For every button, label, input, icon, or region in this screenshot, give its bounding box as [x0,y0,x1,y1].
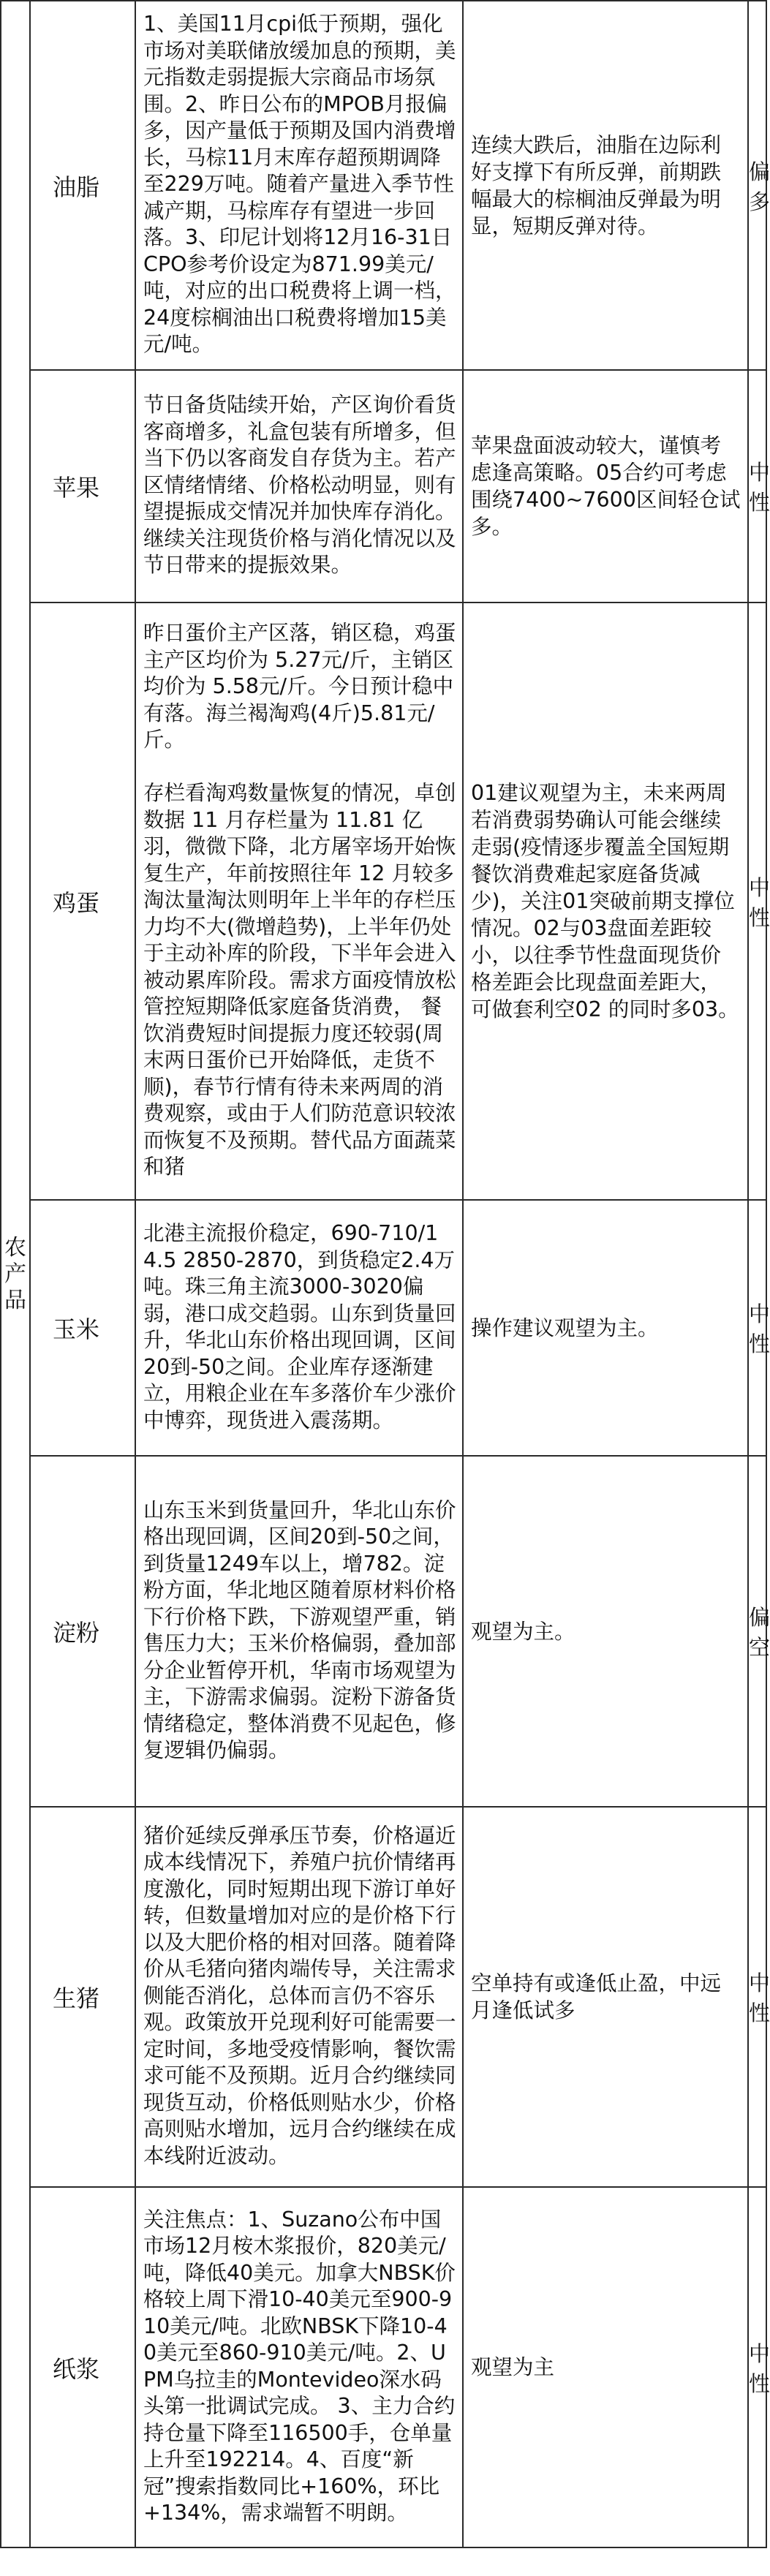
strategy-text: 01建议观望为主，未来两周若消费弱势确认可能会继续走弱(疫情逐步覆盖全国短期餐饮消费难起家庭备货减少)，关注01突破前期支撑位情况。02与03盘面差距较小，以往季节性盘面现货价格差距会比现盘面差距大，可做套利空02 的同时多03。 [463,603,748,1200]
commodity-name: 生猪 [30,1807,135,2187]
view-label: 偏多 [748,1,766,370]
analysis-text: 1、美国11月cpi低于预期，强化市场对美联储放缓加息的预期，美元指数走弱提振大宗商品市场氛围。2、昨日公布的MPOB月报偏多，因产量低于预期及国内消费增长，马棕11月末库存超预期调降至229万吨。随着产量进入季节性减产期，马棕库存有望进一步回落。3、印尼计划将12月16-31日CPO参考价设定为871.99美元/吨，对应的出口税费将上调一档，24度棕榈油出口税费将增加15美元/吨。 [135,1,463,370]
table-row [1,2187,766,2547]
view-label: 中性 [748,370,766,603]
analysis-text: 山东玉米到货量回升，华北山东价格出现回调，区间20到-50之间，到货量1249车以上，增782。淀粉方面，华北地区随着原材料价格下行价格下跌，下游观望严重，销售压力大；玉米价格偏弱，叠加部分企业暂停开机，华南市场观望为主，下游需求偏弱。淀粉下游备货情绪稳定，整体消费不见起色，修复逻辑仍偏弱。 [135,1456,463,1807]
commodity-name: 玉米 [30,1200,135,1456]
strategy-text: 空单持有或逢低止盈，中远月逢低试多 [463,1807,748,2187]
commodity-name: 苹果 [30,370,135,603]
category-label: 农产品 [4,1234,26,1313]
table-row [1,1807,766,2187]
table-row [1,603,766,1200]
strategy-text: 操作建议观望为主。 [463,1200,748,1456]
analysis-text: 关注焦点：1、Suzano公布中国市场12月桉木浆报价，820美元/吨，降低40美元。加拿大NBSK价格较上周下滑10-40美元至900-910美元/吨。北欧NBSK下降10-40美元至860-910美元/吨。2、UPM乌拉圭的Montevideo深水码头第一批调试完成。 3、主力合约持仓量下降至116500手，仓单量上升至192214。4、百度“新冠”搜索指数同比+160%，环比+134%，需求端暂不明朗。 [135,2187,463,2547]
strategy-text: 观望为主。 [463,1456,748,1807]
view-label: 中性 [748,1807,766,2187]
table-row [1,1,766,370]
table-row [1,370,766,603]
category-cell [1,1,30,2547]
commodity-name: 淀粉 [30,1456,135,1807]
strategy-text: 连续大跌后，油脂在边际利好支撑下有所反弹，前期跌幅最大的棕榈油反弹最为明显，短期反弹对待。 [463,1,748,370]
commodity-name: 纸浆 [30,2187,135,2547]
view-label: 中性 [748,2187,766,2547]
view-label: 偏空 [748,1456,766,1807]
view-label: 中性 [748,1200,766,1456]
strategy-text: 苹果盘面波动较大，谨慎考虑逢高策略。05合约可考虑围绕7400~7600区间轻仓试多。 [463,370,748,603]
analysis-text: 节日备货陆续开始，产区询价看货客商增多，礼盒包装有所增多，但当下仍以客商发自存货为主。若产区情绪情绪、价格松动明显，则有望提振成交情况并加快库存消化。继续关注现货价格与消化情况以及节日带来的提振效果。 [135,370,463,603]
commodity-name: 鸡蛋 [30,603,135,1200]
table-row [1,1200,766,1456]
view-label: 中性 [748,603,766,1200]
analysis-text: 北港主流报价稳定，690-710/14.5 2850-2870，到货稳定2.4万吨。珠三角主流3000-3020偏弱，港口成交趋弱。山东到货量回升，华北山东价格出现回调，区间20到-50之间。企业库存逐渐建立，用粮企业在车多落价车少涨价中博弈，现货进入震荡期。 [135,1200,463,1456]
analysis-text: 昨日蛋价主产区落，销区稳，鸡蛋主产区均价为 5.27元/斤，主销区均价为 5.58元/斤。今日预计稳中有落。海兰褐淘鸡(4斤)5.81元/斤。 存栏看淘鸡数量恢复的情况，卓创数据 11 月存栏量为 11.81 亿羽，微微下降，北方屠宰场开始恢复生产，年前按照往年 12 月较多淘汰量淘汰则明年上半年的存栏压力均不大(微增趋势)，上半年仍处于主动补库的阶段，下半年会进入被动累库阶段。需求方面疫情放松管控短期降低家庭备货消费， 餐饮消费短时间提振力度还较弱(周末两日蛋价已开始降低，走货不顺)，春节行情有待未来两周的消费观察，或由于人们防范意识较浓而恢复不及预期。替代品方面蔬菜和猪 [135,603,463,1200]
analysis-text: 猪价延续反弹承压节奏，价格逼近成本线情况下，养殖户抗价情绪再度激化，同时短期出现下游订单好转，但数量增加对应的是价格下行以及大肥价格的相对回落。随着降价从毛猪向猪肉端传导，关注需求侧能否消化，总体而言仍不容乐观。政策放开兑现利好可能需要一定时间，多地受疫情影响，餐饮需求可能不及预期。近月合约继续同现货互动，价格低则贴水少，价格高则贴水增加，远月合约继续在成本线附近波动。 [135,1807,463,2187]
table-row [1,1456,766,1807]
commodity-name: 油脂 [30,1,135,370]
strategy-text: 观望为主 [463,2187,748,2547]
